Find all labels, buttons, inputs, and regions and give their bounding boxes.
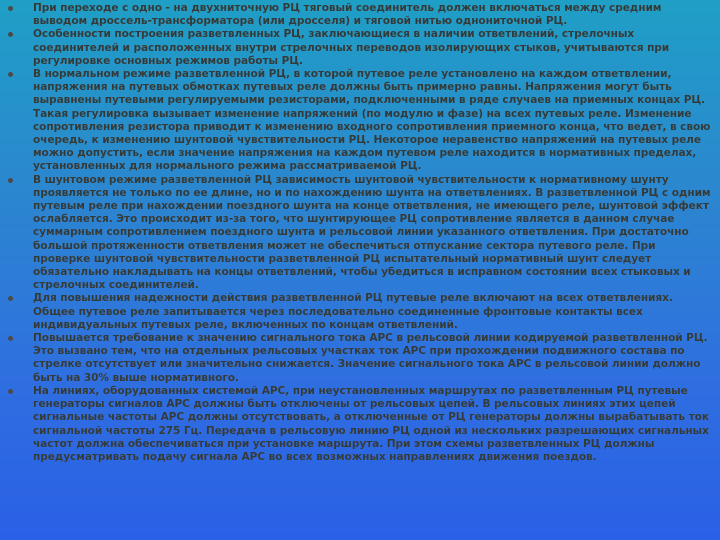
bullet-dot-icon [8,32,13,37]
bullet-text: При переходе с одно - на двухниточную РЦ тяговый соединитель должен включаться между средним выводом дроссель-трансформатора (или дросселя) и тяговой нитью однониточной РЦ. [33,2,662,28]
bullet-item [8,2,714,28]
bullet-item [8,68,714,174]
bullet-list [8,2,714,464]
bullet-dot-icon [8,6,13,11]
bullet-text: Для повышения надежности действия разветвленной РЦ путевые реле включают на всех ответвлениях. Общее путевое реле запитывается через последовательно соединенные фронтовые контакты всех индивидуальных путевых реле, включенных по концам ответвлений. [33,292,673,331]
bullet-dot-icon [8,178,13,183]
bullet-item [8,174,714,293]
bullet-item [8,28,714,68]
bullet-item [8,385,714,464]
bullet-text: На линиях, оборудованных системой АРС, при неустановленных маршрутах по разветвленным РЦ путевые генераторы сигналов АРС должны быть отключены от рельсовых цепей. В рельсовых линиях этих цепей сигнальные частоты АРС должны отсутствовать, а отключенные от РЦ генераторы должны вырабатывать ток сигнальной частоты 275 Гц. Передача в рельсовую линию РЦ одной из нескольких разрешающих сигнальных частот должна обеспечиваться при установке маршрута. При этом схемы разветвленных РЦ должны предусматривать подачу сигнала АРС во всех возможных направлениях движения поездов. [33,384,709,463]
bullet-dot-icon [8,389,13,394]
bullet-dot-icon [8,72,13,77]
bullet-text: В шунтовом режиме разветвленной РЦ зависимость шунтовой чувствительности к нормативному шунту проявляется не только по ее длине, но и по нахождению шунта на ответвлениях. В разветвленной РЦ с одним путевым реле при нахождении поездного шунта на конце ответвления, не имеющего реле, шунтовой эффект ослабляется. Это происходит из-за того, что шунтирующее РЦ сопротивление является в данном случае суммарным сопротивлением поездного шунта и рельсовой линии указанного ответвления. При достаточно большой протяженности ответвления может не обеспечиться отпускание сектора путевого реле. При проверке шунтовой чувствительности разветвленной РЦ испытательный нормативный шунт следует обязательно накладывать на концы ответвлений, чтобы убедиться в исправном состоянии всех стыковых и стрелочных соединителей. [33,173,711,292]
bullet-text: Особенности построения разветвленных РЦ, заключающиеся в наличии ответвлений, стрелочных соединителей и расположенных внутри стрелочных переводов изолирующих стыков, учитываются при регулировке основных режимов работы РЦ. [33,28,670,67]
bullet-item [8,332,714,385]
bullet-item [8,292,714,332]
bullet-text: Повышается требование к значению сигнального тока АРС в рельсовой линии кодируемой разветвленной РЦ. Это вызвано тем, что на отдельных рельсовых участках ток АРС при прохождении подвижного состава по стрелке отсутствует или значительно снижается. Значение сигнального тока АРС в рельсовой линии должно быть на 30% выше нормативного. [33,332,708,384]
bullet-dot-icon [8,296,13,301]
bullet-dot-icon [8,336,13,341]
bullet-text: В нормальном режиме разветвленной РЦ, в которой путевое реле установлено на каждом ответвлении, напряжения на путевых обмотках путевых реле должны быть примерно равны. Напряжения могут быть выравнены путевыми регулируемыми резисторами, подключенными в ряде случаев на приемных концах РЦ. Такая регулировка вызывает изменение напряжений (по модулю и фазе) на всех путевых реле. Изменение сопротивления резистора приводит к изменению входного сопротивления приемного конца, что ведет, в свою очередь, к изменению шунтовой чувствительности РЦ. Некоторое неравенство напряжений на путевых реле можно допустить, если значение напряжения на каждом путевом реле находится в нормативных пределах, установленных для нормального режима рассматриваемой РЦ. [33,68,711,173]
